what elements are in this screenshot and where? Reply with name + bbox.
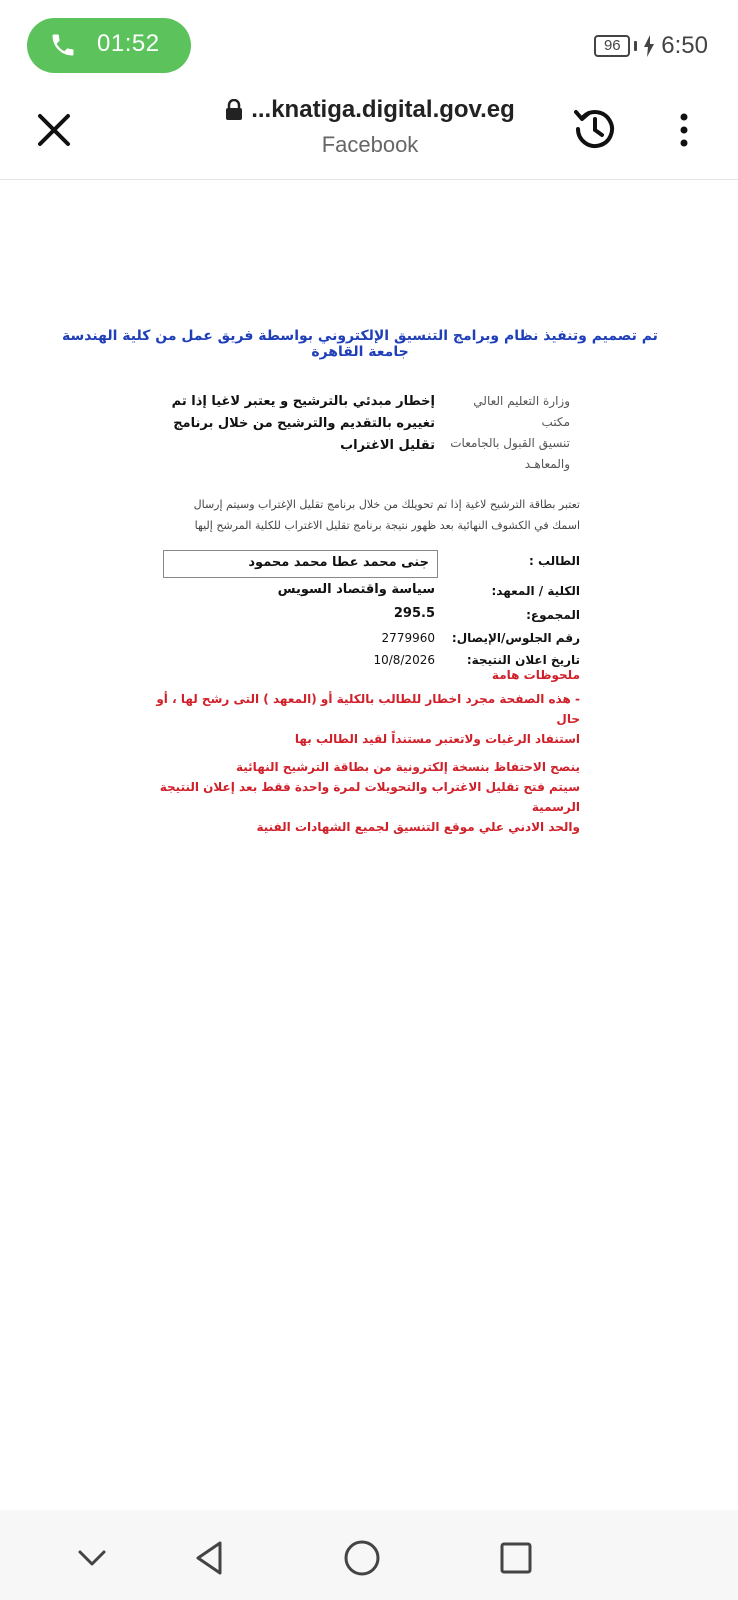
call-timer: 01:52 bbox=[97, 30, 160, 57]
close-icon bbox=[32, 108, 76, 152]
system-navigation-bar bbox=[0, 1510, 738, 1600]
history-button[interactable] bbox=[568, 102, 622, 156]
clock: 6:50 bbox=[661, 32, 708, 59]
lock-icon bbox=[225, 99, 243, 121]
total-value: 295.5 bbox=[393, 606, 435, 621]
nav-collapse-button[interactable] bbox=[72, 1538, 112, 1578]
ongoing-call-pill[interactable] bbox=[27, 18, 191, 73]
ministry-line: وزارة التعليم العالي مكتب bbox=[473, 394, 570, 429]
result-date-label: تاريخ اعلان النتيجة: bbox=[466, 653, 580, 667]
nav-recents-button[interactable] bbox=[496, 1538, 536, 1578]
ministry-line: والمعاهـد bbox=[524, 457, 570, 471]
close-button[interactable] bbox=[32, 108, 76, 152]
important-notes bbox=[150, 689, 580, 837]
web-content bbox=[0, 181, 738, 1511]
note-line: - هذه الصفحة مجرد اخطار للطالب بالكلية أو (المعهد ) التى رشح لها ، أو حال bbox=[156, 692, 580, 726]
more-options-button[interactable] bbox=[672, 110, 696, 150]
battery-nub bbox=[634, 41, 637, 51]
result-date-value: 10/8/2026 bbox=[373, 653, 435, 667]
notes-title: ملحوظات هامة bbox=[491, 668, 580, 682]
seat-number-label: رقم الجلوس/الإيصال: bbox=[451, 631, 580, 645]
note-line: ينصح الاحتفاظ بنسخة إلكترونية من بطاقة الترشيح النهائية bbox=[236, 760, 580, 774]
status-bar bbox=[0, 0, 738, 86]
notice-title: إخطار مبدئي بالترشيح و يعتبر لاغيا إذا تم تغييره بالتقديم والترشيح من خلال برنامج تقليل الاغتراب bbox=[171, 394, 435, 453]
system-status bbox=[594, 31, 708, 61]
ministry-line: تنسيق القبول بالجامعات bbox=[450, 436, 570, 450]
student-name-field: جنى محمد عطا محمد محمود bbox=[163, 550, 438, 578]
nav-home-button[interactable] bbox=[342, 1538, 382, 1578]
ministry-header bbox=[445, 391, 570, 475]
home-circle-icon bbox=[342, 1538, 382, 1578]
note-line: والحد الادني علي موقع التنسيق لجميع الشهادات الفنية bbox=[256, 820, 580, 834]
history-icon bbox=[568, 102, 622, 156]
url-text: ...knatiga.digital.gov.eg bbox=[251, 96, 515, 123]
battery-indicator: 96 bbox=[594, 35, 630, 57]
more-vertical-icon bbox=[672, 110, 696, 150]
phone-icon bbox=[49, 31, 77, 59]
chevron-down-icon bbox=[72, 1538, 112, 1578]
college-value: سياسة واقتصاد السويس bbox=[277, 582, 435, 597]
student-label: الطالب : bbox=[529, 554, 580, 568]
disclaimer-text: تعتبر بطاقة الترشيح لاغية إذا تم تحويلك من خلال برنامج تقليل الإغتراب وسيتم إرسال اسمك في الكشوف النهائية بعد ظهور نتيجة برنامج تقليل الاغتراب للكلية المرشح إليها bbox=[193, 498, 580, 532]
site-name: Facebook bbox=[321, 132, 419, 157]
note-line: استنفاد الرغبات ولاتعتبر مستنداً لقيد الطالب بها bbox=[294, 732, 580, 746]
note-line: سيتم فتح تقليل الاغتراب والتحويلات لمرة واحدة فقط بعد إعلان النتيجة الرسمية bbox=[159, 780, 580, 814]
recents-square-icon bbox=[496, 1538, 536, 1578]
credit-line: تم تصميم وتنفيذ نظام وبرامج التنسيق الإلكتروني بواسطة فريق عمل من كلية الهندسة جامعة القاهرة bbox=[62, 328, 658, 360]
charging-icon bbox=[643, 35, 655, 57]
address-bar[interactable] bbox=[190, 96, 550, 158]
college-label: الكلية / المعهد: bbox=[491, 584, 580, 598]
nav-back-button[interactable] bbox=[190, 1538, 230, 1578]
back-triangle-icon bbox=[190, 1538, 230, 1578]
browser-toolbar bbox=[0, 86, 738, 180]
total-label: المجموع: bbox=[526, 608, 580, 622]
seat-number-value: 2779960 bbox=[381, 631, 435, 645]
